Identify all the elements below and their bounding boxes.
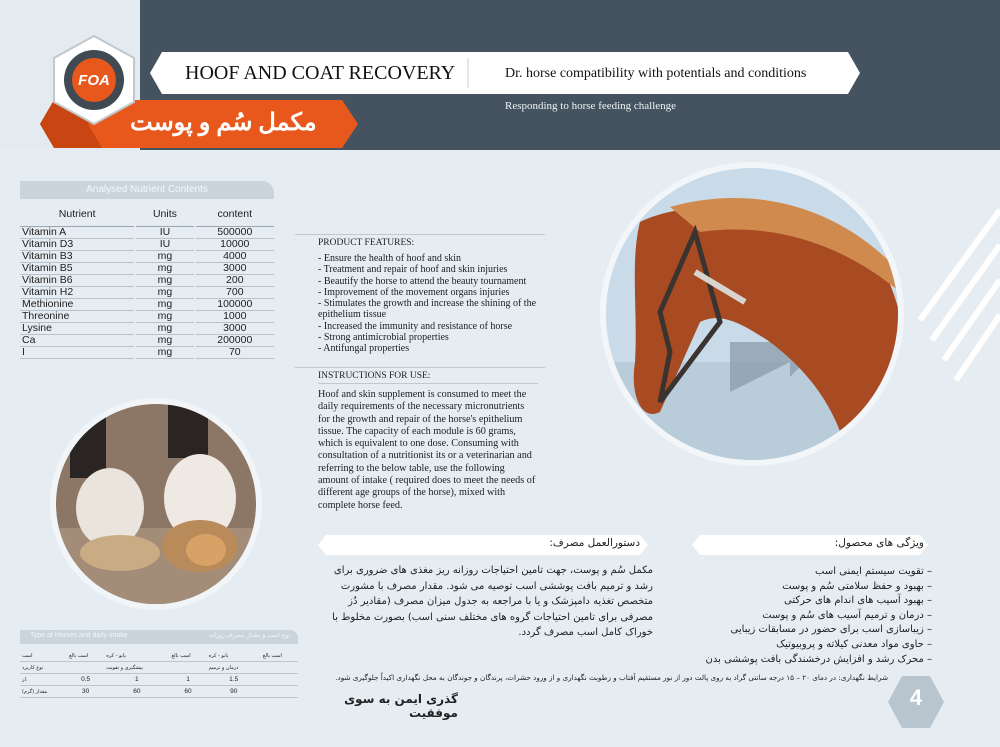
intake-title-en: Type of Horses and daily intake	[30, 632, 128, 639]
nutrient-content: 10000	[195, 239, 274, 251]
nutrient-content: 100000	[195, 299, 274, 311]
nutrient-content: 200000	[195, 335, 274, 347]
nutrient-content: 200	[195, 275, 274, 287]
features-title-fa: ویژگی های محصول:	[834, 537, 924, 549]
table-cell: 30	[67, 686, 104, 698]
nutrient-unit: mg	[135, 347, 194, 359]
table-cell: دُز	[20, 674, 67, 686]
table-cell: پیشگیری و تقویت	[104, 662, 169, 674]
list-item: - Antifungal properties	[318, 343, 410, 355]
nutrient-name: Lysine	[20, 323, 135, 335]
features-list	[318, 253, 543, 355]
table-cell: 60	[104, 686, 169, 698]
nutrient-table	[20, 202, 274, 359]
nutrient-name: I	[20, 347, 135, 359]
table-row	[20, 323, 274, 335]
nutrient-unit: mg	[135, 275, 194, 287]
list-item: – تقویت سیستم ایمنی اسب	[815, 566, 932, 577]
table-row	[20, 275, 274, 287]
table-cell: 1	[169, 674, 206, 686]
table-row	[20, 227, 274, 239]
nutrient-name: Vitamin A	[20, 227, 135, 239]
table-cell: 1.5	[207, 674, 261, 686]
table-cell: اسب بالغ	[261, 650, 298, 662]
list-item: – درمان و ترمیم آسیب های سُم و پوست	[762, 609, 932, 621]
usage-text-fa: مکمل سُم و پوست، جهت تامین احتیاجات روزانه ریز مغذی های ضروری برای رشد و ترمیم بافت پوششی اسب توصیه می شود. مقدار مصرف با مشورت متخصص تغذیه دامپزشک و یا با مراجعه به جدول میزان مصرف (مقادیر دُز مصرفی برای تامین احتیاجات گروه های مختلف سنی اسب) بصورت مخلوط با خوراک کامل اسب مصرف گردد.	[332, 565, 653, 638]
nutrient-content: 3000	[195, 263, 274, 275]
decorative-stripes	[910, 170, 1000, 430]
nutrient-unit: mg	[135, 251, 194, 263]
table-row	[20, 311, 274, 323]
table-cell: اسب بالغ	[169, 650, 206, 662]
nutrient-unit: IU	[135, 239, 194, 251]
table-cell: 0.5	[67, 674, 104, 686]
list-item: - Increased the immunity and resistance of horse	[318, 320, 513, 332]
nutrient-content: 3000	[195, 323, 274, 335]
logo-text: FOA	[78, 72, 110, 89]
nutrient-unit: mg	[135, 287, 194, 299]
page-number: 4	[909, 685, 923, 710]
nutrient-content: 700	[195, 287, 274, 299]
table-cell: نوع کاربرد	[20, 662, 67, 674]
nutrient-name: Vitamin B3	[20, 251, 135, 263]
table-row	[20, 239, 274, 251]
nutrient-unit: mg	[135, 335, 194, 347]
slogan-fa: گذری ایمن به سوی موفقیت	[344, 692, 458, 720]
features-list-fa	[690, 565, 932, 667]
table-cell	[261, 686, 298, 698]
list-item: – محرک رشد و افزایش درخشندگی بافت پوششی بدن	[705, 653, 932, 665]
brand-logo	[48, 34, 140, 126]
nutrient-content: 500000	[195, 227, 274, 239]
table-cell	[67, 662, 104, 674]
table-cell	[261, 662, 298, 674]
table-row	[20, 287, 274, 299]
nutrient-unit: mg	[135, 311, 194, 323]
nutrient-name: Threonine	[20, 311, 135, 323]
table-cell	[169, 662, 206, 674]
table-cell: 90	[207, 686, 261, 698]
nutrient-content: 1000	[195, 311, 274, 323]
list-item: - Strong antimicrobial properties	[318, 332, 449, 344]
list-item: - Beautify the horse to attend the beauty tournament	[318, 275, 527, 287]
list-item: - Ensure the health of hoof and skin	[318, 253, 462, 264]
nutrient-content: 70	[195, 347, 274, 359]
intake-table	[20, 650, 298, 698]
nutrient-unit: IU	[135, 227, 194, 239]
table-cell: 60	[169, 686, 206, 698]
page-subtitle: Dr. horse compatibility with potentials and conditions	[505, 66, 807, 81]
list-item: – بهبود و حفظ سلامتی سُم و پوست	[782, 580, 932, 592]
nutrient-table-heading: Analysed Nutrient Contents	[20, 181, 274, 199]
list-item: - Treatment and repair of hoof and skin injuries	[318, 264, 508, 276]
table-row	[20, 347, 274, 359]
nutrient-unit: mg	[135, 263, 194, 275]
nutrient-name: Methionine	[20, 299, 135, 311]
table-row	[20, 674, 298, 686]
table-cell: یابو - کره	[207, 650, 261, 662]
table-row	[20, 686, 298, 698]
table-cell: یابو - کره	[104, 650, 169, 662]
storage-conditions-fa: شرایط نگهداری: در دمای ۲۰ – ۱۵ درجه سانتی گراد به روی پالت دور از نور مستقیم آفتاب و رطوبت نگهداری و از ورود حشرات، پرندگان و جوندگان به محل نگهداری اکیداً جلوگیری شود.	[335, 673, 888, 682]
horse-photo	[600, 162, 905, 467]
nutrient-name: Vitamin B6	[20, 275, 135, 287]
tagline: Responding to horse feeding challenge	[505, 100, 677, 112]
table-cell: اسب	[20, 650, 67, 662]
nutrient-name: Vitamin H2	[20, 287, 135, 299]
page-title: HOOF AND COAT RECOVERY	[185, 62, 456, 84]
column-header-units: Units	[135, 202, 194, 227]
table-cell: اسب بالغ	[67, 650, 104, 662]
nutrient-name: Vitamin D3	[20, 239, 135, 251]
list-item: - Stimulates the growth and increase the shining of the epithelium tissue	[318, 298, 537, 321]
list-item: - Improvement of the movement organs injuries	[318, 286, 510, 298]
table-row	[20, 662, 298, 674]
divider	[295, 367, 545, 368]
table-row	[20, 335, 274, 347]
intake-title-fa: نوع اسب و مقدار مصرف روزانه	[209, 632, 290, 639]
nutrient-content: 4000	[195, 251, 274, 263]
nutrient-unit: mg	[135, 299, 194, 311]
usage-title-fa: دستورالعمل مصرف:	[549, 537, 640, 549]
instructions-text: Hoof and skin supplement is consumed to meet the daily requirements of the necessary micronutrients for the growth and repair of the horse's epithelium tissue. The capacity of each module is 60 grams, which is equivalent to one dose. Consuming with consultation of a nutritionist its or a veterinarian and referring to the below table, use the following amount of intake ( required does to meet the needs of different age groups of the horse), mixed with complete horse feed.	[318, 389, 536, 511]
product-name-fa: مکمل سُم و پوست	[130, 110, 317, 136]
nutrient-name: Ca	[20, 335, 135, 347]
column-header-content: content	[195, 202, 274, 227]
divider	[318, 383, 538, 384]
list-item: – حاوی مواد معدنی کیلاته و پروبیوتیک	[776, 638, 932, 650]
table-row	[20, 650, 298, 662]
column-header-nutrient: Nutrient	[20, 202, 135, 227]
list-item: – بهبود آسیب های اندام های حرکتی	[784, 595, 932, 607]
nutrient-name: Vitamin B5	[20, 263, 135, 275]
hoof-photo	[50, 398, 262, 610]
table-cell: 1	[104, 674, 169, 686]
nutrient-unit: mg	[135, 323, 194, 335]
table-cell: درمان و ترمیم	[207, 662, 261, 674]
table-cell: مقدار (گرم)	[20, 686, 67, 698]
table-row	[20, 263, 274, 275]
divider	[295, 234, 545, 235]
table-row	[20, 299, 274, 311]
table-row	[20, 251, 274, 263]
features-label: PRODUCT FEATURES:	[318, 238, 415, 248]
table-cell	[261, 674, 298, 686]
list-item: – زیباسازی اسب برای حضور در مسابقات زیبایی	[730, 624, 932, 636]
instructions-label: INSTRUCTIONS FOR USE:	[318, 371, 431, 381]
